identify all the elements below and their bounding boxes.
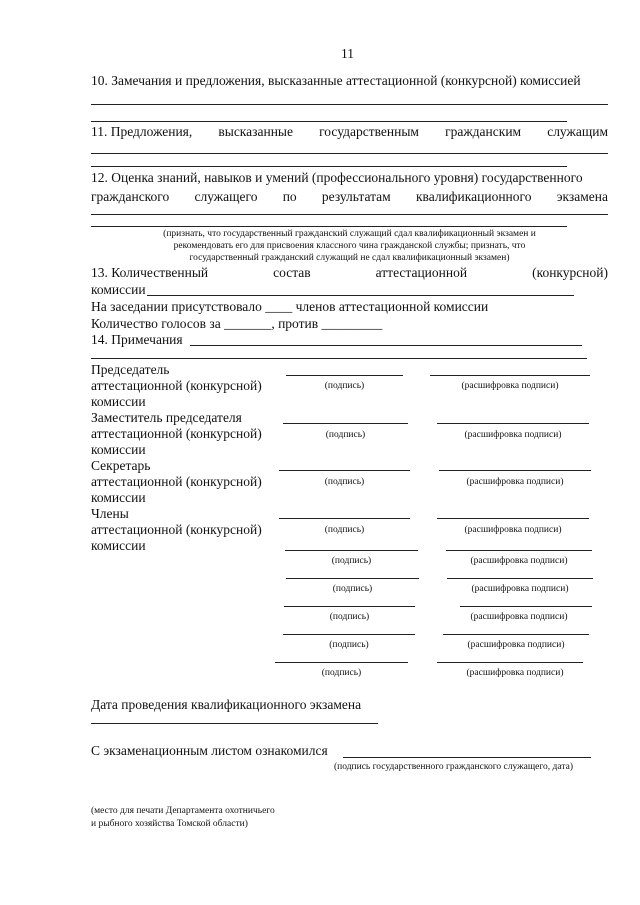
signature-caption: (подпись) bbox=[321, 668, 362, 678]
decode-line bbox=[447, 578, 593, 579]
exam-date-line bbox=[91, 723, 378, 724]
exam-date-label: Дата проведения квалификационного экзамена bbox=[91, 697, 362, 712]
decode-caption: (расшифровка подписи) bbox=[466, 668, 564, 678]
signature-caption: (подпись) bbox=[324, 381, 365, 391]
blank-line bbox=[91, 104, 608, 105]
members-label-1: Члены bbox=[91, 506, 129, 521]
stamp-note-1: (место для печати Департамента охотничьего bbox=[91, 806, 275, 816]
signature-line bbox=[285, 550, 418, 551]
section-13-title-line2: комиссии bbox=[91, 282, 146, 297]
signature-line bbox=[286, 375, 403, 376]
decode-line bbox=[446, 550, 592, 551]
decode-line bbox=[443, 634, 589, 635]
decode-caption: (расшифровка подписи) bbox=[470, 556, 568, 566]
stamp-note-2: и рыбного хозяйства Томской области) bbox=[91, 819, 248, 829]
section-12-title-line2: гражданского служащего по результатам квалификационного экзамена bbox=[91, 189, 608, 204]
chairman-label-2: аттестационной (конкурсной) bbox=[91, 378, 262, 393]
signature-caption: (подпись) bbox=[329, 640, 369, 650]
signature-line bbox=[283, 634, 415, 635]
blank-line bbox=[91, 358, 587, 359]
decode-caption: (расшифровка подписи) bbox=[466, 477, 564, 487]
attendance-line: На заседании присутствовало ____ членов аттестационной комиссии bbox=[91, 299, 489, 314]
deputy-label-1: Заместитель председателя bbox=[91, 410, 242, 425]
section-12-note-3: государственный гражданский служащий не сдал квалификационный экзамен) bbox=[189, 253, 510, 263]
signature-line bbox=[283, 423, 408, 424]
decode-line bbox=[437, 518, 589, 519]
signature-line bbox=[279, 518, 410, 519]
deputy-label-2: аттестационной (конкурсной) bbox=[91, 426, 262, 441]
deputy-label-3: комиссии bbox=[91, 442, 146, 457]
decode-line bbox=[439, 470, 591, 471]
signature-line bbox=[279, 470, 410, 471]
section-12-title: 12. Оценка знаний, навыков и умений (профессионального уровня) государственного bbox=[91, 170, 583, 185]
signature-caption: (подпись) bbox=[324, 477, 365, 487]
decode-caption: (расшифровка подписи) bbox=[464, 430, 562, 440]
section-12-note-2: рекомендовать его для присвоения классного чина гражданской службы; признать, что bbox=[173, 241, 526, 251]
blank-line bbox=[91, 121, 567, 122]
signature-caption: (подпись) bbox=[325, 430, 366, 440]
acquainted-label: С экзаменационным листом ознакомился bbox=[91, 743, 328, 758]
signature-line bbox=[275, 662, 408, 663]
votes-line: Количество голосов за _______, против _________ bbox=[91, 316, 383, 331]
signature-caption: (подпись) bbox=[332, 584, 373, 594]
blank-line bbox=[91, 166, 567, 167]
members-label-2: аттестационной (конкурсной) bbox=[91, 522, 262, 537]
members-label-3: комиссии bbox=[91, 538, 146, 553]
secretary-label-3: комиссии bbox=[91, 490, 146, 505]
decode-caption: (расшифровка подписи) bbox=[471, 584, 569, 594]
decode-line bbox=[437, 662, 583, 663]
section-13-title: 13. Количественный состав аттестационной (конкурсной) bbox=[91, 265, 608, 280]
section-14-title: 14. Примечания bbox=[91, 332, 183, 347]
acquainted-caption: (подпись государственного гражданского служащего, дата) bbox=[333, 762, 573, 772]
blank-line bbox=[91, 226, 567, 227]
secretary-label-1: Секретарь bbox=[91, 458, 151, 473]
section-10-title: 10. Замечания и предложения, высказанные аттестационной (конкурсной) комиссией bbox=[91, 73, 581, 88]
decode-line bbox=[430, 375, 590, 376]
blank-line bbox=[190, 345, 582, 346]
blank-line bbox=[91, 153, 608, 154]
signature-caption: (подпись) bbox=[331, 556, 372, 566]
decode-line bbox=[460, 606, 592, 607]
acquainted-line bbox=[343, 757, 591, 758]
decode-line bbox=[437, 423, 589, 424]
chairman-label-1: Председатель bbox=[91, 362, 170, 377]
signature-line bbox=[286, 578, 419, 579]
secretary-label-2: аттестационной (конкурсной) bbox=[91, 474, 262, 489]
signature-caption: (подпись) bbox=[329, 612, 370, 622]
page-number: 11 bbox=[341, 46, 354, 61]
decode-caption: (расшифровка подписи) bbox=[464, 525, 562, 535]
chairman-label-3: комиссии bbox=[91, 394, 146, 409]
signature-caption: (подпись) bbox=[324, 525, 365, 535]
section-11-title: 11. Предложения, высказанные государственным гражданским служащим bbox=[91, 124, 608, 139]
decode-caption: (расшифровка подписи) bbox=[461, 381, 559, 391]
blank-line bbox=[91, 214, 608, 215]
decode-caption: (расшифровка подписи) bbox=[467, 640, 565, 650]
section-12-note-1: (признать, что государственный гражданский служащий сдал квалификационный экзамен и bbox=[163, 229, 536, 239]
signature-line bbox=[284, 606, 415, 607]
blank-line bbox=[147, 295, 574, 296]
decode-caption: (расшифровка подписи) bbox=[470, 612, 568, 622]
